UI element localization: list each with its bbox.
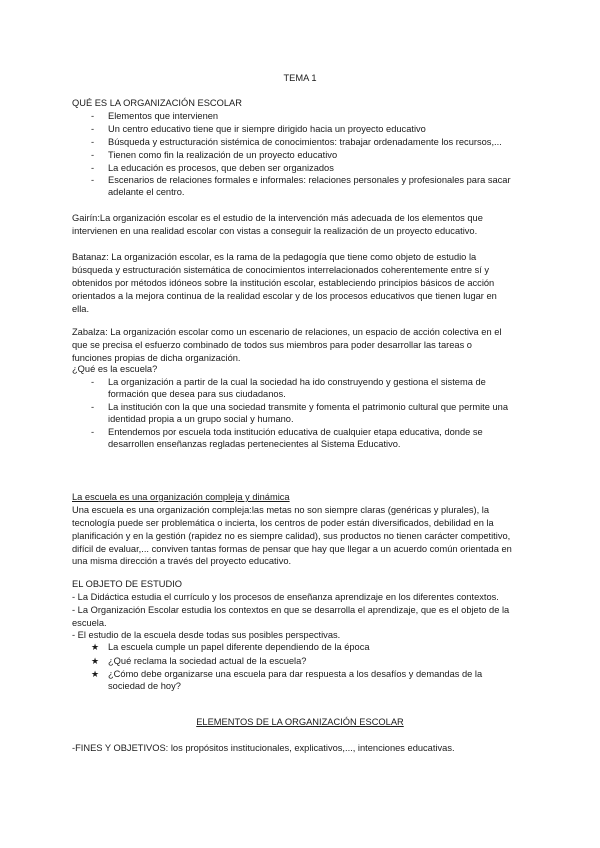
paragraph-compleja-line: una misma dirección a través del proyecto educativo. [72, 556, 292, 566]
star-icon: ★ [91, 656, 100, 666]
paragraph-gairin-line: intervienen en una realidad escolar con vistas a conseguir la realización de un proyecto educativo. [72, 226, 478, 236]
paragraph-compleja-line: planificación y en la gestión (rapidez no es siempre calidad), sus productos no tienen carácter competitivo, [72, 531, 511, 541]
paragraph-compleja-line: difícil de evaluar,... conviven tantas formas de pensar que hay que llegar a un acuerdo común orientada en [72, 544, 512, 554]
paragraph-batanaz-line: obtenidos por métodos idóneos sobre la institución escolar, estableciendo principios básicos de acción [72, 278, 495, 288]
list-item: Elementos que intervienen [108, 111, 219, 121]
list-item: La educación es procesos, que deben ser organizados [108, 163, 334, 173]
list-item: Búsqueda y estructuración sistémica de conocimientos: trabajar ordenadamente los recursos,... [108, 137, 502, 147]
list-item: Un centro educativo tiene que ir siempre dirigido hacia un proyecto educativo [108, 124, 426, 134]
list-item: Entendemos por escuela toda institución educativa de cualquier etapa educativa, donde se [108, 427, 483, 437]
list-item-continuation: adelante el centro. [108, 187, 185, 197]
bullet-dash: - [91, 175, 95, 185]
paragraph-batanaz-line: ella. [72, 304, 90, 314]
section-heading-compleja: La escuela es una organización compleja y dinámica [72, 492, 290, 502]
section-heading-organizacion: QUÉ ES LA ORGANIZACIÓN ESCOLAR [72, 98, 242, 108]
paragraph-objeto-line: escuela. [72, 618, 107, 628]
paragraph-objeto-line: - El estudio de la escuela desde todas sus posibles perspectivas. [72, 630, 341, 640]
page-title: TEMA 1 [283, 73, 317, 83]
bullet-dash: - [91, 163, 95, 173]
paragraph-objeto-line: - La Didáctica estudia el currículo y los procesos de enseñanza aprendizaje en los diferentes contextos. [72, 592, 499, 602]
paragraph-fines-line: -FINES Y OBJETIVOS: los propósitos institucionales, explicativos,..., intenciones educativas. [72, 743, 455, 753]
paragraph-batanaz-line: búsqueda y estructuración sistemática de conocimientos interrelacionados coherentemente entre sí y [72, 265, 490, 275]
bullet-dash: - [91, 377, 95, 387]
section-heading-objeto: EL OBJETO DE ESTUDIO [72, 579, 183, 589]
list-item: La institución con la que una sociedad transmite y fomenta el patrimonio cultural que permite una [108, 402, 508, 412]
list-item: Tienen como fin la realización de un proyecto educativo [108, 150, 338, 160]
list-item: Escenarios de relaciones formales e informales: relaciones personales y profesionales para sacar [108, 175, 511, 185]
paragraph-batanaz-line: Batanaz: La organización escolar, es la rama de la pedagogía que tiene como objeto de estudio la [72, 252, 477, 262]
star-icon: ★ [91, 669, 100, 679]
list-item-continuation: identidad propia a un grupo social y humano. [108, 414, 294, 424]
star-list-item: ¿Cómo debe organizarse una escuela para dar respuesta a los desafíos y demandas de la [108, 669, 483, 679]
paragraph-objeto-line: - La Organización Escolar estudia los contextos en que se desarrolla el aprendizaje, que es el objeto de la [72, 605, 510, 615]
bullet-dash: - [91, 150, 95, 160]
list-item: La organización a partir de la cual la sociedad ha ido construyendo y gestiona el sistema de [108, 377, 486, 387]
list-item-continuation: formación que desea para sus ciudadanos. [108, 389, 286, 399]
section-heading-elementos: ELEMENTOS DE LA ORGANIZACIÓN ESCOLAR [196, 717, 404, 727]
bullet-dash: - [91, 427, 95, 437]
bullet-dash: - [91, 111, 95, 121]
star-list-item: ¿Qué reclama la sociedad actual de la escuela? [108, 656, 307, 666]
paragraph-compleja-line: tecnología puede ser problemática o incierta, los centros de poder están diversificados, debilidad en la [72, 518, 494, 528]
paragraph-zabalza-line: funciones propias de dicha organización. [72, 353, 241, 363]
paragraph-batanaz-line: orientados a la mejora continua de la realidad escolar y de los procesos educativos que tienen lugar en [72, 291, 497, 301]
paragraph-zabalza-line: que se precisa el esfuerzo combinado de todos sus miembros para poder desarrollar las tareas o [72, 340, 472, 350]
paragraph-compleja-line: Una escuela es una organización compleja:las metas no son siempre claras (genéricas y plurales), la [72, 505, 490, 515]
star-list-item: La escuela cumple un papel diferente dependiendo de la época [108, 642, 370, 652]
bullet-dash: - [91, 124, 95, 134]
paragraph-zabalza-line: Zabalza: La organización escolar como un escenario de relaciones, un espacio de acción colectiva en el [72, 327, 502, 337]
bullet-dash: - [91, 402, 95, 412]
star-list-item-continuation: sociedad de hoy? [108, 681, 181, 691]
star-icon: ★ [91, 642, 100, 652]
paragraph-gairin-line: Gairín:La organización escolar es el estudio de la intervención más adecuada de los elementos que [72, 213, 483, 223]
section-heading-escuela: ¿Qué es la escuela? [72, 364, 158, 374]
list-item-continuation: desarrollen enseñanzas regladas pertenecientes al Sistema Educativo. [108, 439, 401, 449]
bullet-dash: - [91, 137, 95, 147]
